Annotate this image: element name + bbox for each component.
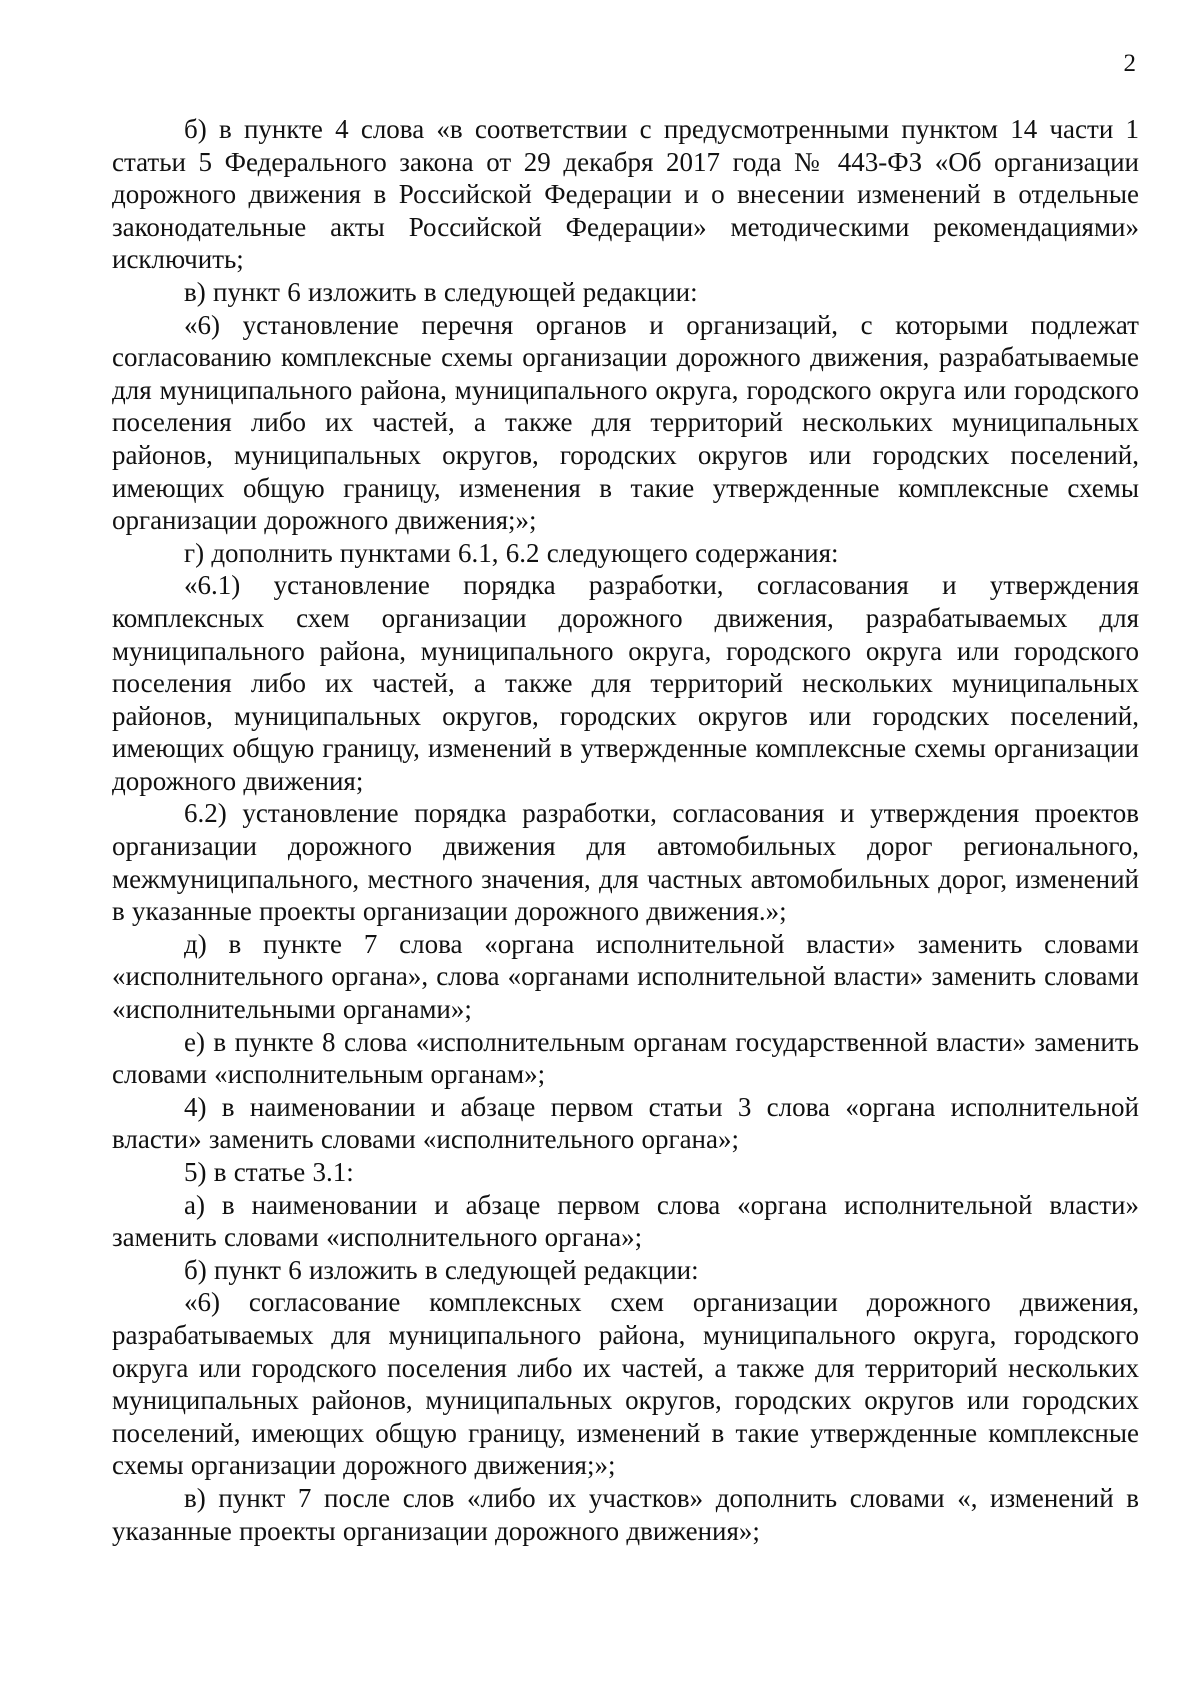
paragraph: 6.2) установление порядка разработки, согласования и утверждения проектов организации дорожного движения для автомобильных дорог регионального, межмуниципального, местного значения, для частных автомобильных дорог, изменений в указанные проекты организации дорожного движения.»; [112, 798, 1139, 927]
paragraph: в) пункт 6 изложить в следующей редакции: [184, 276, 698, 307]
paragraph: б) пункт 6 изложить в следующей редакции: [184, 1254, 699, 1285]
paragraph: д) в пункте 7 слова «органа исполнительной власти» заменить словами «исполнительного органа», слова «органами исполнительной власти» заменить словами «исполнительными органами»; [112, 928, 1139, 1025]
paragraph: г) дополнить пунктами 6.1, 6.2 следующего содержания: [184, 537, 839, 568]
page-number: 2 [1123, 50, 1136, 77]
document-body [112, 113, 1139, 1547]
paragraph: «6.1) установление порядка разработки, согласования и утверждения комплексных схем организации дорожного движения, разрабатываемых для муниципального района, муниципального округа, городского округа или городского поселения либо их частей, а также для территорий нескольких муниципальных районов, муниципальных округов, городских округов или городских поселений, имеющих общую границу, изменений в утвержденные комплексные схемы организации дорожного движения; [112, 570, 1139, 796]
paragraph: е) в пункте 8 слова «исполнительным органам государственной власти» заменить словами «исполнительным органам»; [112, 1026, 1139, 1090]
paragraph: «6) установление перечня органов и организаций, с которыми подлежат согласованию комплексные схемы организации дорожного движения, разрабатываемые для муниципального района, муниципального округа, городского округа или городского поселения либо их частей, а также для территорий нескольких муниципальных районов, муниципальных округов, городских округов или городских поселений, имеющих общую границу, изменения в такие утвержденные комплексные схемы организации дорожного движения;»; [112, 309, 1139, 536]
paragraph: 5) в статье 3.1: [184, 1157, 354, 1187]
paragraph: 4) в наименовании и абзаце первом статьи 3 слова «органа исполнительной власти» заменить словами «исполнительного органа»; [112, 1091, 1139, 1155]
paragraph: а) в наименовании и абзаце первом слова «органа исполнительной власти» заменить словами «исполнительного органа»; [112, 1189, 1139, 1253]
paragraph: в) пункт 7 после слов «либо их участков» дополнить словами «, изменений в указанные проекты организации дорожного движения»; [112, 1482, 1139, 1546]
paragraph: «6) согласование комплексных схем организации дорожного движения, разрабатываемых для муниципального района, муниципального округа, городского округа или городского поселения либо их частей, а также для территорий нескольких муниципальных районов, муниципальных округов, городских округов или городских поселений, имеющих общую границу, изменений в такие утвержденные комплексные схемы организации дорожного движения;»; [112, 1287, 1139, 1481]
paragraph: б) в пункте 4 слова «в соответствии с предусмотренными пунктом 14 части 1 статьи 5 Федерального закона от 29 декабря 2017 года № 443-ФЗ «Об организации дорожного движения в Российской Федерации и о внесении изменений в отдельные законодательные акты Российской Федерации» методическими рекомендациями» исключить; [112, 114, 1139, 275]
